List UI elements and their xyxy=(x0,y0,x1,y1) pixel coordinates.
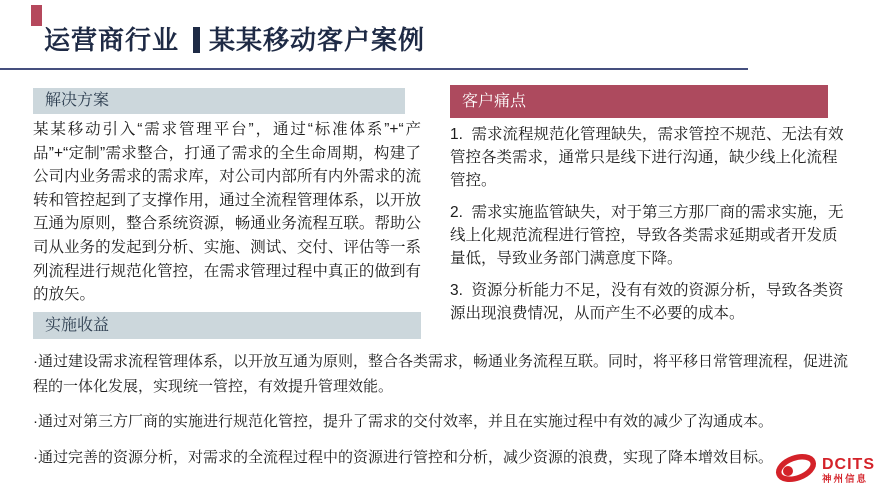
pain-points-heading: 客户痛点 xyxy=(462,93,527,110)
benefits-section-header xyxy=(33,312,421,339)
benefits-list xyxy=(33,350,859,481)
benefit-item-1: ·通过建设需求流程管理体系，以开放互通为原则，整合各类需求，畅通业务流程互联。同时，将平移日常管理流程，促进流程的一体化发展，实现统一管控，有效提升管理效能。 xyxy=(33,353,849,395)
solution-section-header xyxy=(33,88,405,114)
logo-brand-name: DCITS xyxy=(822,455,875,473)
benefit-item-2: ·通过对第三方厂商的实施进行规范化管控，提升了需求的交付效率，并且在实施过程中有效的减少了沟通成本。 xyxy=(33,413,774,430)
pain-points-list xyxy=(450,123,849,334)
benefits-heading: 实施收益 xyxy=(45,317,110,334)
page-title-case: 某某移动客户案例 xyxy=(209,25,426,55)
slide-accent-bar xyxy=(31,5,42,26)
solution-body-text: 某某移动引入“需求管理平台”，通过“标准体系”+“产品”+“定制”需求整合，打通了需求的全生命周期，构建了公司内业务需求的需求库，对公司内部所有内外需求的流转和管控起到了支撑作用，通过全流程管理体系，以开放互通为原则，整合系统资源，畅通业务流程互联。帮助公司从业务的发起到分析、实施、测试、交付、评估等一系列流程进行规范化管控，在需求管理过程中真正的做到有的放矢。 xyxy=(33,121,421,304)
page-title xyxy=(44,20,425,57)
title-divider-line xyxy=(0,68,748,70)
company-logo xyxy=(774,451,875,490)
pain-point-item-2: 2. 需求实施监管缺失，对于第三方那厂商的需求实施，无线上化规范流程进行管控，导致各类需求延期或者开发质量低，导致业务部门满意度下降。 xyxy=(450,204,844,267)
pain-point-item-3: 3. 资源分析能力不足，没有有效的资源分析，导致各类资源出现浪费情况，从而产生不必要的成本。 xyxy=(450,282,844,322)
page-title-industry: 运营商行业 xyxy=(44,25,180,55)
pain-point-item-1: 1. 需求流程规范化管理缺失，需求管控不规范、无法有效管控各类需求，通常只是线下进行沟通，缺少线上化流程管控。 xyxy=(450,126,844,189)
benefit-item-3: ·通过完善的资源分析，对需求的全流程过程中的资源进行管控和分析，减少资源的浪费，实现了降本增效目标。 xyxy=(33,448,774,466)
solution-heading: 解决方案 xyxy=(45,92,110,109)
logo-company-name: 神州信息 xyxy=(822,473,869,485)
pain-points-section-header xyxy=(450,85,828,118)
dcits-swirl-icon xyxy=(774,451,818,490)
title-separator-bar xyxy=(193,27,200,53)
logo-text-block xyxy=(822,457,875,485)
